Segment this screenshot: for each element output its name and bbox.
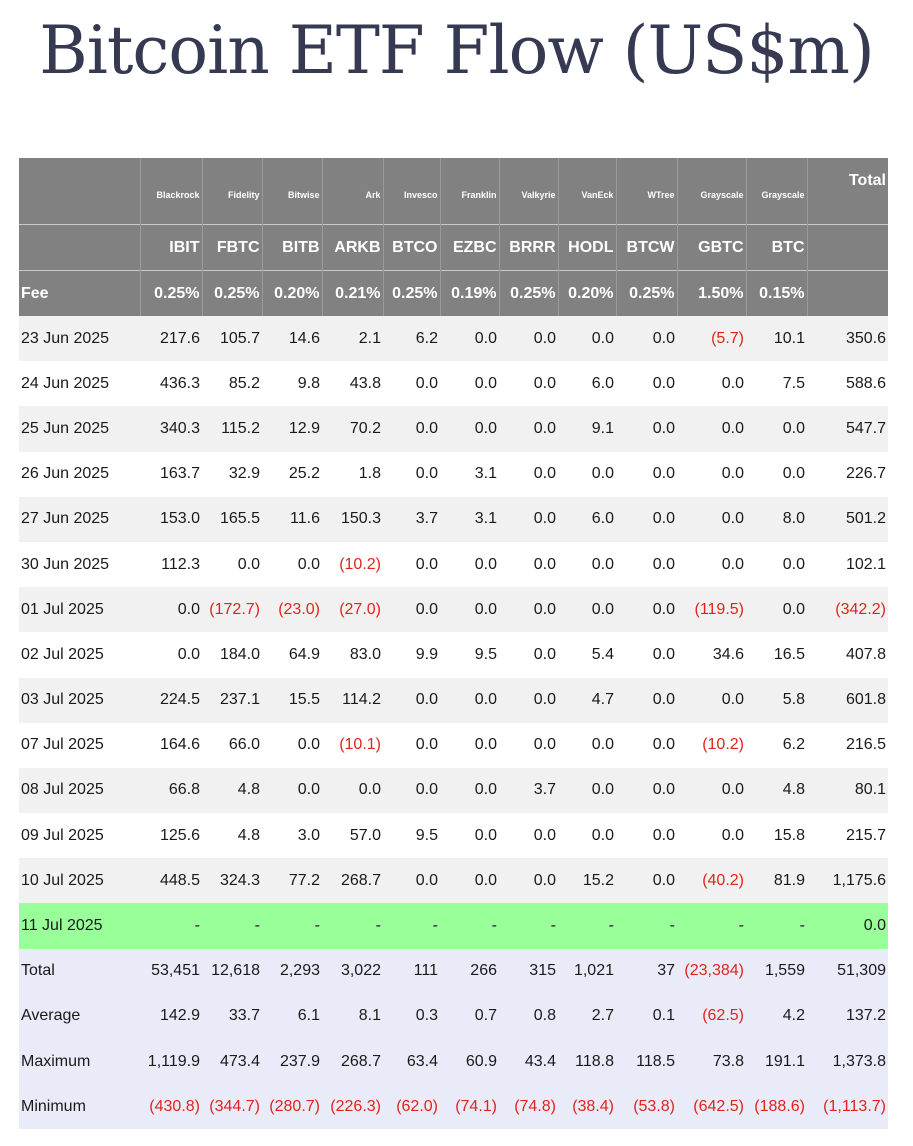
row-total-cell: 547.7: [807, 406, 888, 451]
date-row-label: 09 Jul 2025: [19, 813, 140, 858]
flow-cell: (226.3): [322, 1084, 383, 1129]
flow-cell: 0.0: [499, 858, 558, 903]
flow-cell: 0.0: [677, 452, 746, 497]
manager-header: WTree: [616, 158, 677, 225]
ticker-header: IBIT: [140, 225, 202, 271]
flow-cell: (27.0): [322, 587, 383, 632]
flow-cell: 0.0: [746, 406, 807, 451]
ticker-header: HODL: [558, 225, 616, 271]
summary-row: [19, 949, 888, 994]
fee-value: 0.20%: [262, 271, 322, 317]
flow-cell: (74.1): [440, 1084, 499, 1129]
flow-cell: 0.0: [440, 542, 499, 587]
flow-cell: 3.1: [440, 452, 499, 497]
flow-cell: 0.0: [440, 587, 499, 632]
fee-value: 0.21%: [322, 271, 383, 317]
flow-cell: (23.0): [262, 587, 322, 632]
flow-cell: (23,384): [677, 949, 746, 994]
flow-cell: 150.3: [322, 497, 383, 542]
flow-cell: 34.6: [677, 632, 746, 677]
manager-header: Invesco: [383, 158, 440, 225]
flow-cell: 43.8: [322, 361, 383, 406]
flow-cell: 0.0: [440, 361, 499, 406]
flow-cell: 81.9: [746, 858, 807, 903]
manager-header: Blackrock: [140, 158, 202, 225]
flow-cell: 6.0: [558, 497, 616, 542]
summary-row: [19, 1084, 888, 1129]
row-total-cell: (342.2): [807, 587, 888, 632]
ticker-total-blank: [807, 225, 888, 271]
flow-cell: 12,618: [202, 949, 262, 994]
date-row-label: 30 Jun 2025: [19, 542, 140, 587]
row-total-cell: 407.8: [807, 632, 888, 677]
flow-cell: 0.0: [616, 632, 677, 677]
flow-cell: 115.2: [202, 406, 262, 451]
flow-cell: -: [322, 903, 383, 948]
flow-cell: 11.6: [262, 497, 322, 542]
flow-cell: 0.0: [558, 813, 616, 858]
flow-cell: 7.5: [746, 361, 807, 406]
ticker-header: BITB: [262, 225, 322, 271]
flow-cell: 9.5: [440, 632, 499, 677]
flow-cell: 0.0: [677, 497, 746, 542]
date-row-label: 02 Jul 2025: [19, 632, 140, 677]
flow-cell: 0.1: [616, 994, 677, 1039]
flow-cell: 0.0: [140, 632, 202, 677]
summary-row: [19, 994, 888, 1039]
summary-row: [19, 1039, 888, 1084]
row-total-cell: (1,113.7): [807, 1084, 888, 1129]
flow-cell: 66.8: [140, 768, 202, 813]
flow-cell: 473.4: [202, 1039, 262, 1084]
date-row: [19, 768, 888, 813]
fee-total-blank: [807, 271, 888, 317]
flow-cell: 43.4: [499, 1039, 558, 1084]
flow-cell: 0.0: [499, 452, 558, 497]
flow-cell: 3.1: [440, 497, 499, 542]
flow-cell: 0.0: [440, 678, 499, 723]
flow-cell: -: [499, 903, 558, 948]
flow-cell: 0.0: [677, 361, 746, 406]
date-row: [19, 903, 888, 948]
date-row-label: 23 Jun 2025: [19, 316, 140, 361]
flow-cell: 5.8: [746, 678, 807, 723]
flow-cell: 0.0: [440, 813, 499, 858]
flow-cell: 4.8: [202, 768, 262, 813]
flow-table-body: [19, 316, 888, 1129]
flow-cell: 4.8: [202, 813, 262, 858]
date-row-label: 08 Jul 2025: [19, 768, 140, 813]
flow-cell: 0.0: [383, 542, 440, 587]
manager-header: Grayscale: [677, 158, 746, 225]
row-total-cell: 51,309: [807, 949, 888, 994]
flow-cell: 0.0: [440, 858, 499, 903]
manager-header: Bitwise: [262, 158, 322, 225]
flow-cell: 165.5: [202, 497, 262, 542]
date-row: [19, 587, 888, 632]
fee-value: 0.25%: [140, 271, 202, 317]
flow-cell: -: [677, 903, 746, 948]
flow-cell: 0.0: [262, 542, 322, 587]
flow-cell: 315: [499, 949, 558, 994]
flow-cell: 1,559: [746, 949, 807, 994]
flow-cell: 6.2: [746, 723, 807, 768]
flow-cell: 0.0: [383, 406, 440, 451]
ticker-header: ARKB: [322, 225, 383, 271]
flow-cell: 118.5: [616, 1039, 677, 1084]
flow-cell: 114.2: [322, 678, 383, 723]
flow-cell: 2.1: [322, 316, 383, 361]
flow-cell: (188.6): [746, 1084, 807, 1129]
ticker-header: FBTC: [202, 225, 262, 271]
flow-cell: 0.0: [499, 587, 558, 632]
flow-cell: 3.7: [499, 768, 558, 813]
flow-cell: 268.7: [322, 858, 383, 903]
flow-cell: 0.0: [499, 723, 558, 768]
flow-cell: 12.9: [262, 406, 322, 451]
ticker-header: BTCO: [383, 225, 440, 271]
flow-cell: 33.7: [202, 994, 262, 1039]
flow-cell: 266: [440, 949, 499, 994]
flow-cell: 85.2: [202, 361, 262, 406]
summary-row-label: Average: [19, 994, 140, 1039]
flow-cell: 1,021: [558, 949, 616, 994]
manager-header: Ark: [322, 158, 383, 225]
row-total-cell: 601.8: [807, 678, 888, 723]
flow-cell: 10.1: [746, 316, 807, 361]
ticker-header-row: [19, 225, 888, 271]
ticker-header: BTCW: [616, 225, 677, 271]
page-title: Bitcoin ETF Flow (US$m): [39, 12, 874, 89]
flow-cell: 57.0: [322, 813, 383, 858]
row-total-cell: 80.1: [807, 768, 888, 813]
flow-cell: 66.0: [202, 723, 262, 768]
fee-value: 1.50%: [677, 271, 746, 317]
flow-cell: 0.0: [616, 316, 677, 361]
row-total-cell: 0.0: [807, 903, 888, 948]
row-total-cell: 137.2: [807, 994, 888, 1039]
date-row-label: 24 Jun 2025: [19, 361, 140, 406]
flow-cell: 105.7: [202, 316, 262, 361]
flow-cell: 237.9: [262, 1039, 322, 1084]
flow-cell: 0.0: [616, 497, 677, 542]
row-total-cell: 102.1: [807, 542, 888, 587]
manager-header: Valkyrie: [499, 158, 558, 225]
row-total-cell: 350.6: [807, 316, 888, 361]
flow-cell: 4.8: [746, 768, 807, 813]
header-corner: [19, 158, 140, 225]
date-row: [19, 406, 888, 451]
flow-cell: -: [383, 903, 440, 948]
flow-cell: 0.0: [440, 406, 499, 451]
flow-cell: 125.6: [140, 813, 202, 858]
flow-cell: 0.0: [558, 542, 616, 587]
flow-cell: 0.0: [383, 768, 440, 813]
flow-cell: 0.7: [440, 994, 499, 1039]
flow-cell: 25.2: [262, 452, 322, 497]
flow-cell: 0.0: [322, 768, 383, 813]
flow-cell: 0.0: [383, 452, 440, 497]
flow-cell: 191.1: [746, 1039, 807, 1084]
flow-cell: 0.0: [746, 452, 807, 497]
flow-cell: (62.0): [383, 1084, 440, 1129]
flow-cell: 15.5: [262, 678, 322, 723]
flow-cell: 0.0: [140, 587, 202, 632]
flow-cell: (74.8): [499, 1084, 558, 1129]
flow-cell: 118.8: [558, 1039, 616, 1084]
flow-cell: 9.9: [383, 632, 440, 677]
flow-cell: (119.5): [677, 587, 746, 632]
ticker-header: BTC: [746, 225, 807, 271]
flow-cell: 142.9: [140, 994, 202, 1039]
flow-cell: 3.7: [383, 497, 440, 542]
flow-cell: 0.0: [677, 406, 746, 451]
flow-cell: (40.2): [677, 858, 746, 903]
flow-cell: 3,022: [322, 949, 383, 994]
flow-cell: (62.5): [677, 994, 746, 1039]
flow-cell: 64.9: [262, 632, 322, 677]
date-row: [19, 678, 888, 723]
flow-cell: 0.0: [616, 452, 677, 497]
fee-value: 0.20%: [558, 271, 616, 317]
flow-cell: 4.2: [746, 994, 807, 1039]
flow-cell: 0.0: [262, 768, 322, 813]
flow-cell: 6.0: [558, 361, 616, 406]
flow-cell: 268.7: [322, 1039, 383, 1084]
fee-header-row: [19, 271, 888, 317]
flow-cell: 0.0: [616, 542, 677, 587]
flow-cell: 6.2: [383, 316, 440, 361]
row-total-cell: 216.5: [807, 723, 888, 768]
date-row: [19, 723, 888, 768]
flow-cell: 0.3: [383, 994, 440, 1039]
flow-cell: 15.2: [558, 858, 616, 903]
flow-cell: 0.0: [383, 587, 440, 632]
flow-cell: 0.0: [558, 316, 616, 361]
flow-cell: 0.0: [558, 452, 616, 497]
flow-cell: 0.0: [499, 497, 558, 542]
flow-cell: 324.3: [202, 858, 262, 903]
flow-cell: 3.0: [262, 813, 322, 858]
flow-cell: 224.5: [140, 678, 202, 723]
date-row-label: 01 Jul 2025: [19, 587, 140, 632]
flow-cell: 0.0: [616, 406, 677, 451]
flow-cell: 0.0: [499, 361, 558, 406]
flow-cell: 0.0: [616, 587, 677, 632]
fee-value: 0.15%: [746, 271, 807, 317]
flow-cell: 163.7: [140, 452, 202, 497]
manager-header: Franklin: [440, 158, 499, 225]
total-header: Total: [807, 158, 888, 225]
flow-cell: 0.8: [499, 994, 558, 1039]
date-row-label: 03 Jul 2025: [19, 678, 140, 723]
flow-cell: 0.0: [677, 768, 746, 813]
row-total-cell: 226.7: [807, 452, 888, 497]
ticker-header: GBTC: [677, 225, 746, 271]
manager-header: VanEck: [558, 158, 616, 225]
flow-cell: 32.9: [202, 452, 262, 497]
date-row-label: 27 Jun 2025: [19, 497, 140, 542]
flow-cell: 4.7: [558, 678, 616, 723]
flow-cell: 0.0: [440, 316, 499, 361]
date-row: [19, 858, 888, 903]
flow-cell: (53.8): [616, 1084, 677, 1129]
flow-cell: 83.0: [322, 632, 383, 677]
flow-cell: 0.0: [677, 813, 746, 858]
flow-cell: 0.0: [202, 542, 262, 587]
flow-cell: 77.2: [262, 858, 322, 903]
flow-cell: 0.0: [440, 768, 499, 813]
fee-value: 0.25%: [616, 271, 677, 317]
flow-cell: -: [746, 903, 807, 948]
flow-cell: 60.9: [440, 1039, 499, 1084]
flow-cell: 0.0: [499, 542, 558, 587]
flow-cell: 15.8: [746, 813, 807, 858]
flow-cell: 70.2: [322, 406, 383, 451]
flow-cell: (344.7): [202, 1084, 262, 1129]
date-row: [19, 316, 888, 361]
flow-cell: 153.0: [140, 497, 202, 542]
flow-cell: 0.0: [383, 678, 440, 723]
flow-cell: 8.0: [746, 497, 807, 542]
flow-cell: 0.0: [677, 542, 746, 587]
manager-header: Grayscale: [746, 158, 807, 225]
date-row-label: 25 Jun 2025: [19, 406, 140, 451]
flow-cell: 5.4: [558, 632, 616, 677]
flow-cell: 0.0: [746, 542, 807, 587]
date-row-label: 07 Jul 2025: [19, 723, 140, 768]
flow-cell: 53,451: [140, 949, 202, 994]
flow-cell: 0.0: [616, 723, 677, 768]
fee-value: 0.25%: [202, 271, 262, 317]
ticker-header: BRRR: [499, 225, 558, 271]
flow-cell: 6.1: [262, 994, 322, 1039]
flow-cell: (38.4): [558, 1084, 616, 1129]
fee-value: 0.25%: [499, 271, 558, 317]
summary-row-label: Maximum: [19, 1039, 140, 1084]
flow-cell: 9.1: [558, 406, 616, 451]
fee-value: 0.19%: [440, 271, 499, 317]
row-total-cell: 1,373.8: [807, 1039, 888, 1084]
flow-cell: 0.0: [383, 361, 440, 406]
flow-cell: 237.1: [202, 678, 262, 723]
fee-value: 0.25%: [383, 271, 440, 317]
flow-cell: (280.7): [262, 1084, 322, 1129]
flow-cell: 112.3: [140, 542, 202, 587]
flow-cell: 8.1: [322, 994, 383, 1039]
flow-cell: 0.0: [383, 858, 440, 903]
summary-row-label: Total: [19, 949, 140, 994]
ticker-corner: [19, 225, 140, 271]
date-row-label: 11 Jul 2025: [19, 903, 140, 948]
flow-cell: 184.0: [202, 632, 262, 677]
flow-cell: 0.0: [499, 813, 558, 858]
row-total-cell: 1,175.6: [807, 858, 888, 903]
fee-label: Fee: [19, 271, 140, 317]
flow-cell: (172.7): [202, 587, 262, 632]
flow-cell: 448.5: [140, 858, 202, 903]
flow-cell: (642.5): [677, 1084, 746, 1129]
flow-cell: 217.6: [140, 316, 202, 361]
date-row: [19, 497, 888, 542]
flow-cell: 1.8: [322, 452, 383, 497]
flow-cell: (10.1): [322, 723, 383, 768]
flow-cell: 0.0: [616, 768, 677, 813]
row-total-cell: 588.6: [807, 361, 888, 406]
flow-cell: 0.0: [616, 678, 677, 723]
date-row: [19, 813, 888, 858]
flow-cell: 9.5: [383, 813, 440, 858]
flow-cell: (10.2): [677, 723, 746, 768]
flow-cell: 1,119.9: [140, 1039, 202, 1084]
flow-cell: -: [262, 903, 322, 948]
date-row: [19, 452, 888, 497]
flow-cell: 0.0: [558, 723, 616, 768]
flow-cell: 73.8: [677, 1039, 746, 1084]
flow-cell: -: [140, 903, 202, 948]
flow-cell: 16.5: [746, 632, 807, 677]
flow-cell: 0.0: [499, 678, 558, 723]
flow-cell: -: [202, 903, 262, 948]
flow-cell: 0.0: [616, 858, 677, 903]
flow-cell: 0.0: [558, 587, 616, 632]
date-row: [19, 632, 888, 677]
flow-cell: 340.3: [140, 406, 202, 451]
flow-cell: 2.7: [558, 994, 616, 1039]
flow-cell: 0.0: [499, 316, 558, 361]
flow-cell: 2,293: [262, 949, 322, 994]
ticker-header: EZBC: [440, 225, 499, 271]
flow-cell: 0.0: [558, 768, 616, 813]
date-row-label: 26 Jun 2025: [19, 452, 140, 497]
row-total-cell: 501.2: [807, 497, 888, 542]
flow-cell: 0.0: [746, 587, 807, 632]
flow-cell: (430.8): [140, 1084, 202, 1129]
date-row: [19, 542, 888, 587]
summary-row-label: Minimum: [19, 1084, 140, 1129]
flow-cell: -: [440, 903, 499, 948]
flow-cell: 0.0: [616, 813, 677, 858]
flow-cell: 0.0: [616, 361, 677, 406]
manager-header: Fidelity: [202, 158, 262, 225]
row-total-cell: 215.7: [807, 813, 888, 858]
flow-cell: 0.0: [677, 678, 746, 723]
flow-cell: 0.0: [499, 406, 558, 451]
flow-cell: 0.0: [440, 723, 499, 768]
flow-cell: -: [558, 903, 616, 948]
flow-cell: 9.8: [262, 361, 322, 406]
date-row: [19, 361, 888, 406]
flow-cell: (10.2): [322, 542, 383, 587]
etf-flow-table: [19, 158, 888, 1129]
flow-cell: 111: [383, 949, 440, 994]
flow-cell: 37: [616, 949, 677, 994]
manager-header-row: [19, 158, 888, 225]
flow-cell: -: [616, 903, 677, 948]
flow-cell: 63.4: [383, 1039, 440, 1084]
flow-cell: 164.6: [140, 723, 202, 768]
flow-cell: 0.0: [499, 632, 558, 677]
flow-cell: 436.3: [140, 361, 202, 406]
flow-cell: 14.6: [262, 316, 322, 361]
date-row-label: 10 Jul 2025: [19, 858, 140, 903]
flow-cell: 0.0: [262, 723, 322, 768]
flow-cell: 0.0: [383, 723, 440, 768]
flow-cell: (5.7): [677, 316, 746, 361]
